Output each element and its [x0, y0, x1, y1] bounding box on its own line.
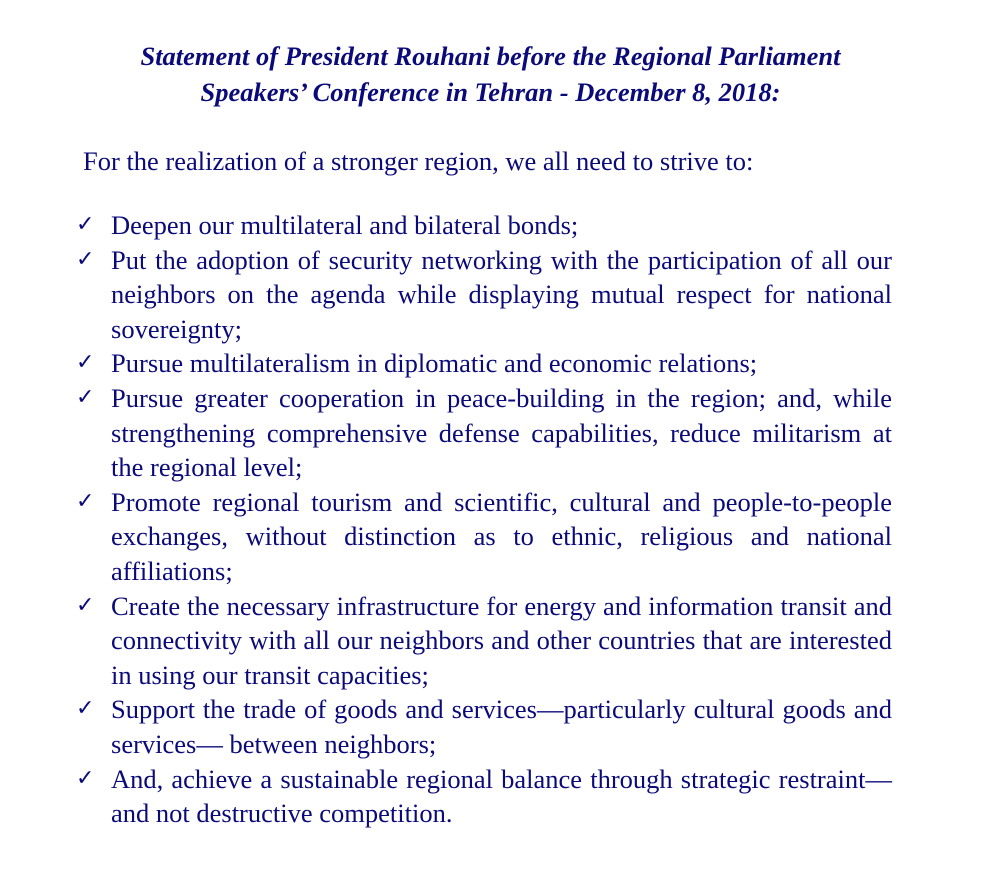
list-item — [72, 692, 892, 761]
list-item — [72, 208, 892, 243]
list-item-text: Support the trade of goods and services—particularly cultural goods and services— between neighbors; — [111, 694, 892, 759]
list-item — [72, 381, 892, 485]
check-mark-icon: ✓ — [76, 350, 95, 376]
intro-text: For the realization of a stronger region, we all need to strive to: — [83, 146, 754, 176]
list-item — [72, 243, 892, 347]
list-item-text: Put the adoption of security networking with the participation of all our neighbors on the agenda while displaying mutual respect for national sovereignty; — [111, 244, 892, 344]
check-mark-icon: ✓ — [76, 488, 95, 514]
list-item-text: Deepen our multilateral and bilateral bonds; — [111, 210, 579, 240]
list-item — [72, 346, 892, 381]
list-item — [72, 485, 892, 589]
check-mark-icon: ✓ — [76, 696, 95, 722]
list-item-text: And, achieve a sustainable regional balance through strategic restraint—and not destructive competition. — [111, 763, 892, 829]
goals-list — [72, 208, 892, 831]
list-item — [72, 762, 892, 831]
title-line-1: Statement of President Rouhani before the Regional Parliament — [140, 41, 841, 71]
check-mark-icon: ✓ — [76, 212, 95, 237]
list-item-text: Promote regional tourism and scientific, cultural and people-to-people exchanges, without distinction as to ethnic, religious and national affiliations; — [111, 486, 892, 586]
list-item-text: Pursue greater cooperation in peace-building in the region; and, while strengthening comprehensive defense capabilities, reduce militarism at the regional level; — [111, 382, 892, 483]
list-item-text: Create the necessary infrastructure for energy and information transit and connectivity with all our neighbors and other countries that are interested in using our transit capacities; — [111, 590, 892, 690]
check-mark-icon: ✓ — [76, 765, 95, 791]
check-mark-icon: ✓ — [76, 592, 95, 618]
statement-title — [0, 38, 981, 110]
list-item-text: Pursue multilateralism in diplomatic and economic relations; — [111, 348, 758, 379]
title-line-2: Speakers’ Conference in Tehran - December 8, 2018: — [200, 77, 781, 107]
check-mark-icon: ✓ — [76, 246, 95, 272]
list-item — [72, 589, 892, 693]
check-mark-icon: ✓ — [76, 384, 95, 410]
